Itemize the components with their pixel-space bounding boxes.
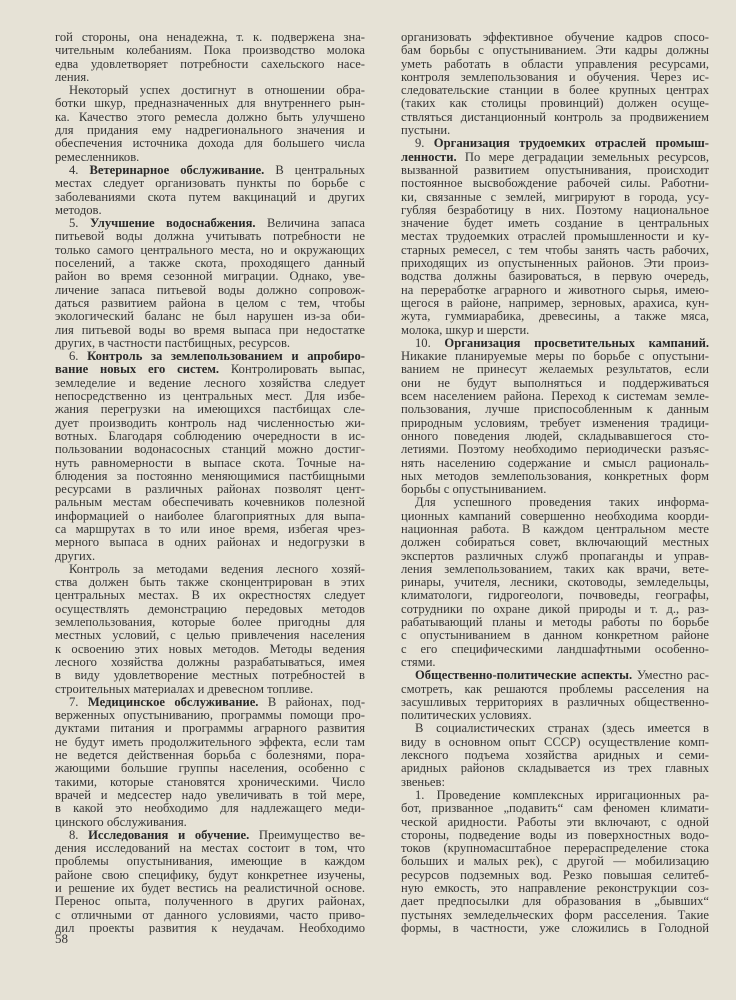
- text-line: ки, связанные с землей, мигрируют в города, усу-: [401, 189, 709, 204]
- paragraph: [401, 31, 709, 137]
- text-line: приходящих из опустыненных районов. Эти произ-: [401, 256, 709, 271]
- text-line: [401, 337, 709, 350]
- text-line: Никакие планируемые меры по борьбе с опустыни-: [401, 349, 709, 364]
- text-line: местах следует организовать пункты по борьбе с: [55, 176, 365, 191]
- text-line: [55, 217, 365, 230]
- text-line: виду в основном опыт СССР) осуществление комп-: [401, 734, 709, 749]
- text-line: 1. Проведение комплексных ирригационных ра-: [415, 787, 709, 802]
- text-line: едва удовлетворяет потребности сахельского насе-: [55, 56, 365, 71]
- bold-heading: Улучшение водоснабжения.: [89, 216, 256, 231]
- text-line: [401, 151, 709, 164]
- text-line: аридных районов складывается из трех главных: [401, 761, 709, 776]
- text-line: осуществлять демонстрацию передовых методов: [55, 601, 365, 616]
- bold-heading: Организация просветительных кампаний.: [444, 335, 710, 350]
- paragraph: [55, 164, 365, 217]
- text-line: на переработке аграрного и животного сырья, имею-: [401, 282, 709, 297]
- text-line: смотреть, как решаются проблемы расселения на: [401, 681, 709, 696]
- text-line: контроля землепользования и обучения. Через ис-: [401, 69, 709, 84]
- text-line: строительных материалах и древесном топливе.: [55, 681, 314, 696]
- text-line: пользовании водонасосных станций можно достиг-: [55, 442, 365, 457]
- text-line: ствляться дистанционный контроль за продвижением: [401, 109, 709, 124]
- text-run: Контролировать выпас,: [219, 362, 366, 377]
- text-line: ства должен быть также сконцентрирован в этих: [55, 575, 365, 590]
- text-line: экологический баланс не был нарушен из-за оби-: [55, 309, 365, 324]
- text-line: дает предпосылки для образования в „бывших“: [401, 894, 709, 909]
- text-line: ционных кампаний совершенно необходима коорди-: [401, 508, 709, 523]
- text-line: нять населению содержание и смысл рациональ-: [401, 455, 709, 470]
- text-line: вотных. Благодаря соблюдению очередности в ис-: [55, 428, 365, 443]
- text-line: [55, 363, 365, 376]
- text-line: с его специфическими ландшафтными особенно-: [401, 641, 709, 656]
- text-line: природным условиям, требует изменения традици-: [401, 415, 709, 430]
- text-line: формы, в частности, уже сложились в Голодной: [401, 920, 709, 935]
- text-line: в виду удовлетворение местных потребностей в: [55, 668, 365, 683]
- text-line: постоянное высвобождение рабочей силы. Работни-: [401, 176, 709, 191]
- text-run: В районах, под-: [258, 694, 366, 709]
- bold-heading: ленности.: [401, 149, 457, 164]
- text-line: политических условиях.: [401, 708, 532, 723]
- text-line: не будут иметь продолжительного эффекта, если там: [55, 734, 365, 749]
- text-line: больших и малых рек), с другой — мобилизацию: [401, 854, 709, 869]
- text-line: дует производить контроль над численностью жи-: [55, 415, 365, 430]
- text-line: онного поведения людей, складывавшегося сто-: [401, 428, 709, 443]
- text-line: даться развитием района в целом с тем, чтобы: [55, 295, 365, 310]
- paragraph: [401, 669, 709, 722]
- text-line: непосредственно из центральных мест. Для избе-: [55, 389, 365, 404]
- bold-heading: Медицинское обслуживание.: [87, 694, 259, 709]
- text-line: и решение их будет вестись на реалистичной основе.: [55, 881, 365, 895]
- text-line: верженных опустыниванию, программы помощи про-: [55, 708, 365, 723]
- text-run: Величина запаса: [255, 216, 366, 231]
- item-number: 6.: [69, 349, 88, 364]
- text-line: врачей и медсестер надо увеличивать в той мере,: [55, 787, 365, 802]
- text-line: пользования, лучше приспособленным к данным: [401, 402, 709, 417]
- bold-heading: Общественно-политические аспекты.: [415, 668, 633, 683]
- text-line: не ведется действенная борьба с болезнями, пора-: [55, 748, 365, 763]
- text-line: местах трудоемких отраслей промышленности и ку-: [401, 229, 709, 244]
- text-line: дуктами питания и программы аграрного развития: [55, 721, 365, 736]
- text-line: обеспечения источника дохода для большего числа: [55, 136, 365, 151]
- bold-heading: Ветеринарное обслуживание.: [89, 162, 265, 177]
- text-line: блюдения за постоянно меняющимися пастбищными: [55, 468, 365, 483]
- paragraph: [55, 696, 365, 829]
- text-line: с опустыниванием в данном конкретном районе: [401, 628, 709, 643]
- text-line: ных методов землепользования, конкретных форм: [401, 468, 709, 483]
- text-line: в какой это необходимо для надлежащего меди-: [55, 801, 365, 816]
- text-line: жающими большие группы населения, особенно с: [55, 761, 365, 776]
- text-line: должен собираться совет, включающий местных: [401, 535, 709, 550]
- text-run: Преимущество ве-: [249, 827, 366, 842]
- text-line: землепользования, которые более пригодны для: [55, 615, 365, 630]
- text-line: водства должны базироваться, в первую очередь,: [401, 269, 709, 284]
- item-number: 8.: [69, 827, 89, 842]
- text-line: нуть равномерности в выпасе скота. Точные на-: [55, 455, 365, 470]
- text-line: пустынях земледельческих форм расселения. Такие: [401, 907, 709, 922]
- text-line: с отличными от данного условиями, часто приво-: [55, 907, 365, 922]
- item-number: 10.: [415, 335, 445, 350]
- text-line: экспертов различных служб пропаганды и управ-: [401, 548, 709, 563]
- text-line: организовать эффективное обучение кадров спосо-: [401, 30, 709, 44]
- text-line: других, в частности пастбищных, ресурсов.: [55, 335, 291, 350]
- text-line: [55, 829, 365, 842]
- text-line: Контроль за методами ведения лесного хозяй-: [69, 561, 365, 576]
- text-line: мерного выпаса в одних районах и недогрузки в: [55, 535, 365, 550]
- text-line: са маршрутах в то или иное время, избегая чрез-: [55, 521, 365, 536]
- text-line: токов (крупномасштабное перераспределение стока: [401, 841, 709, 856]
- page-number: 58: [55, 931, 68, 946]
- text-line: летиями. Поэтому необходимо периодически разъяс-: [401, 442, 709, 457]
- text-line: ную емкость, это направление реконструкции соз-: [401, 881, 709, 895]
- text-line: местных условий, с целью привлечения населения: [55, 628, 365, 643]
- text-line: питьевой воды должна учитывать потребности не: [55, 229, 365, 244]
- text-line: цинского обслуживания.: [55, 814, 187, 829]
- text-line: ления землепользованием, таких как врачи, вете-: [401, 561, 709, 576]
- paragraph: [401, 496, 709, 669]
- paragraph: [55, 31, 365, 84]
- text-line: бот, призванное „подавить“ сам феномен климати-: [401, 801, 709, 816]
- text-line: других.: [55, 548, 96, 563]
- text-line: В социалистических странах (здесь имеется в: [415, 721, 709, 736]
- text-line: Некоторый успех достигнут в отношении обра-: [69, 83, 365, 98]
- text-line: бам борьбы с опустыниванием. Эти кадры должны: [401, 43, 709, 58]
- text-line: вызванной развитием опустынивания, происходит: [401, 162, 709, 177]
- text-line: жута, гуммиарабика, древесины, а также мяса,: [401, 309, 709, 324]
- text-line: ботки шкур, предназначенных для внутреннего рын-: [55, 96, 365, 111]
- text-line: рабатывающий планы и методы работы по борьбе: [401, 615, 709, 630]
- paragraph: [55, 563, 365, 696]
- text-line: они не будут выполняться и поддерживаться: [401, 375, 709, 390]
- text-line: ления.: [55, 69, 90, 84]
- text-line: климатологи, гидрогеологи, почвоведы, географы,: [401, 588, 709, 603]
- paragraph: [401, 337, 709, 497]
- bold-heading: Контроль за землепользованием и апробиро-: [87, 349, 366, 364]
- text-line: гой стороны, она ненадежна, т. к. подвержена зна-: [55, 30, 365, 44]
- text-line: молока, шкур и шерсти.: [401, 322, 530, 337]
- text-line: земледелие и ведение лесного хозяйства следует: [55, 375, 365, 390]
- text-line: (таких как столицы провинций) должен осуще-: [401, 96, 709, 111]
- item-number: 5.: [69, 216, 90, 231]
- text-line: следовательские станции в более крупных центрах: [401, 83, 709, 98]
- text-line: поселений, а также скота, проходящего данный: [55, 256, 365, 271]
- text-line: щегося в районе, например, зерновых, арахиса, кун-: [401, 295, 709, 310]
- text-line: всем населением района. Переход к системам земле-: [401, 389, 709, 404]
- text-column-right: [401, 31, 709, 935]
- text-line: Для успешного проведения таких информа-: [415, 495, 709, 510]
- text-line: методов.: [55, 202, 102, 217]
- text-run: Уместно рас-: [632, 668, 710, 683]
- text-line: национная работа. В каждом центральном месте: [401, 521, 709, 536]
- text-line: чительным колебаниям. Пока производство молока: [55, 43, 365, 58]
- text-line: ральным местам обеспечивать кочевников полезной: [55, 495, 365, 510]
- text-line: лия питьевой воды во время выпаса при недостатке: [55, 322, 365, 337]
- text-line: жания перегрузки на имеющихся пастбищах сле-: [55, 402, 365, 417]
- paragraph: [55, 829, 365, 935]
- text-line: борьбы с опустыниванием.: [401, 482, 547, 497]
- text-line: [55, 350, 365, 363]
- text-line: ванием не принесут желаемых результатов, если: [401, 362, 709, 377]
- item-number: 7.: [69, 694, 88, 709]
- text-line: лексного подъема хозяйства аридных и семи-: [401, 748, 709, 763]
- text-line: старных ремесел, с тем чтобы занять часть рабочих,: [401, 242, 709, 257]
- text-line: только самого центрального места, но и окружающих: [55, 242, 365, 257]
- text-line: ремесленников.: [55, 149, 140, 164]
- item-number: 9.: [415, 136, 434, 151]
- text-line: информацией о наиболее благоприятных для выпа-: [55, 508, 365, 523]
- paragraph: [55, 217, 365, 350]
- text-line: дения исследований на местах состоит в том, что: [55, 841, 365, 856]
- text-line: ческой аридности. Работы эти включают, с одной: [401, 814, 709, 829]
- paragraph: [55, 84, 365, 164]
- text-line: звеньев:: [401, 774, 445, 789]
- text-line: к освоению этих новых методов. Методы ведения: [55, 641, 365, 656]
- text-column-left: [55, 31, 365, 935]
- bold-heading: Организация трудоемких отраслей промыш-: [433, 136, 709, 151]
- paragraph: [401, 789, 709, 935]
- bold-heading: вание новых его систем.: [55, 362, 220, 377]
- bold-heading: Исследования и обучение.: [88, 827, 250, 842]
- text-line: стями.: [401, 654, 436, 669]
- text-line: стороны, подведение воды из поверхностных водо-: [401, 827, 709, 842]
- text-line: такими, которые становятся хроническими. Число: [55, 774, 365, 789]
- text-line: лесного хозяйства должны разрабатываться, имея: [55, 654, 365, 669]
- text-line: ринары, учителя, лесники, скотоводы, земледельцы,: [401, 575, 709, 590]
- text-line: губляя безработицу в них. Поэтому национальное: [401, 202, 709, 217]
- item-number: 4.: [69, 162, 90, 177]
- text-line: засушливых территориях в различных общественно-: [401, 694, 709, 709]
- text-line: заболеваниями скота путем вакцинаций и других: [55, 189, 365, 204]
- text-line: центральных местах. В их окрестностях следует: [55, 588, 365, 603]
- text-line: для придания ему надрегионального значения и: [55, 123, 365, 138]
- text-line: уметь работать в области управления ресурсами,: [401, 56, 709, 71]
- text-line: Перенос опыта, полученного в других районах,: [55, 894, 365, 909]
- text-line: значение будет иметь создание в центральных: [401, 216, 709, 231]
- text-line: дил проекты развития к неудачам. Необходимо: [55, 920, 365, 935]
- text-line: личение запаса питьевой воды должно сопровож-: [55, 282, 365, 297]
- text-line: сотрудники по охране дикой природы и т. д., раз-: [401, 601, 709, 616]
- paragraph: [401, 137, 709, 336]
- text-run: В центральных: [264, 162, 366, 177]
- text-line: ресурсов подземных вод. Резко повышая селитеб-: [401, 867, 709, 882]
- text-line: проблемы опустынивания, имеющие в каждом: [55, 854, 365, 869]
- text-run: По мере деградации земельных ресурсов,: [456, 149, 709, 164]
- text-line: [55, 696, 365, 709]
- text-line: [401, 669, 709, 682]
- text-line: ка. Качество этого ремесла должно быть улучшено: [55, 109, 365, 124]
- text-line: районе свою специфику, будут конкретнее изучены,: [55, 867, 365, 882]
- text-line: ресурсами в различных районах позволят цент-: [55, 482, 365, 497]
- paragraph: [55, 350, 365, 563]
- text-line: пустыни.: [401, 123, 451, 138]
- text-line: район во время сезонной миграции. Однако, уве-: [55, 269, 365, 284]
- text-line: [401, 137, 709, 150]
- paragraph: [401, 722, 709, 788]
- text-line: [55, 164, 365, 177]
